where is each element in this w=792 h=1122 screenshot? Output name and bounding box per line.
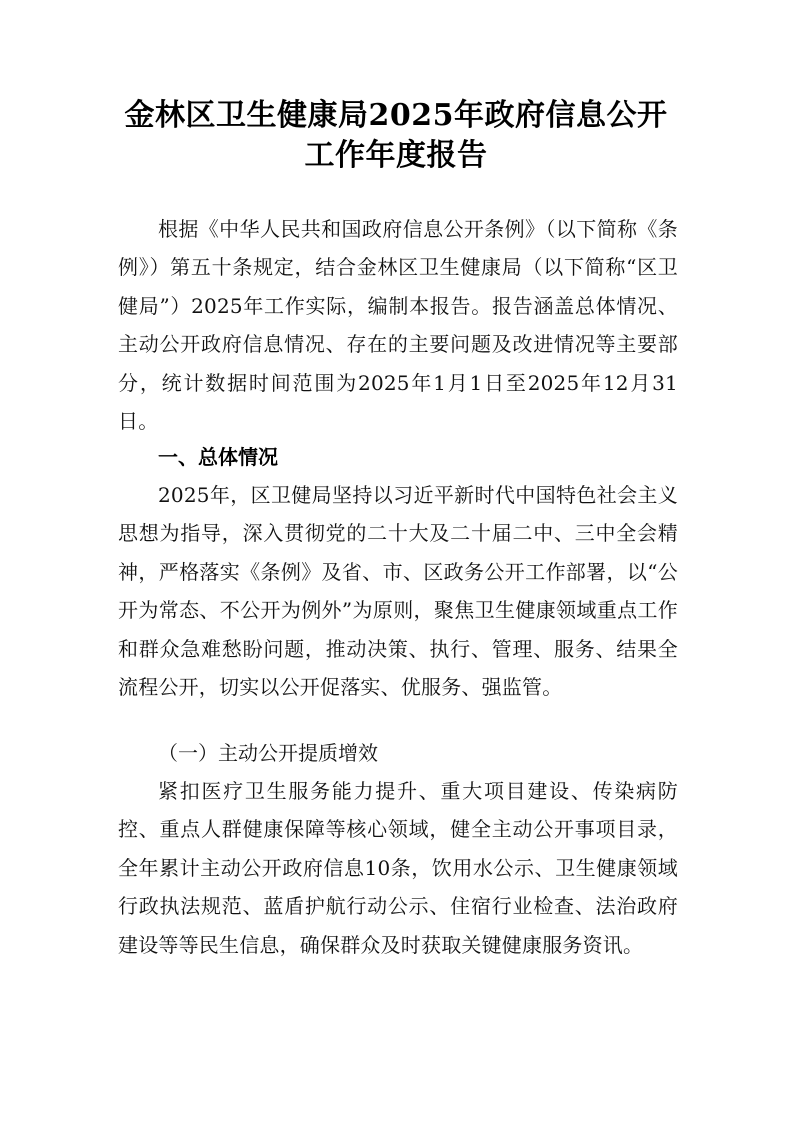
overview-paragraph: 2025年，区卫健局坚持以习近平新时代中国特色社会主义思想为指导，深入贯彻党的二十大及二十届二中、三中全会精神，严格落实《条例》及省、市、区政务公开工作部署，以“公开为常态、不公开为例外”为原则，聚焦卫生健康领域重点工作和群众急难愁盼问题，推动决策、执行、管理、服务、结果全流程公开，切实以公开促落实、优服务、强监管。 — [118, 483, 678, 700]
document-title-line-1: 金林区卫生健康局2025年政府信息公开 — [124, 98, 668, 133]
intro-paragraph: 根据《中华人民共和国政府信息公开条例》（以下简称《条例》）第五十条规定，结合金林区卫生健康局（以下简称“区卫健局”）2025年工作实际，编制本报告。报告涵盖总体情况、主动公开政府信息情况、存在的主要问题及改进情况等主要部分，统计数据时间范围为2025年1月1日至2025年12月31日。 — [118, 217, 678, 434]
document-title-line-2: 工作年度报告 — [304, 138, 488, 173]
proactive-disclosure-paragraph: 紧扣医疗卫生服务能力提升、重大项目建设、传染病防控、重点人群健康保障等核心领域，健全主动公开事项目录，全年累计主动公开政府信息10条，饮用水公示、卫生健康领域行政执法规范、蓝盾护航行动公示、住宿行业检查、法治政府建设等等民生信息，确保群众及时获取关键健康服务资讯。 — [118, 779, 678, 957]
intro-section — [118, 210, 678, 440]
overview-section — [118, 476, 678, 706]
section-heading-overview: 一、总体情况 — [158, 445, 278, 469]
proactive-disclosure-section — [118, 772, 678, 964]
subsection-heading-proactive-disclosure: （一）主动公开提质增效 — [158, 741, 378, 765]
